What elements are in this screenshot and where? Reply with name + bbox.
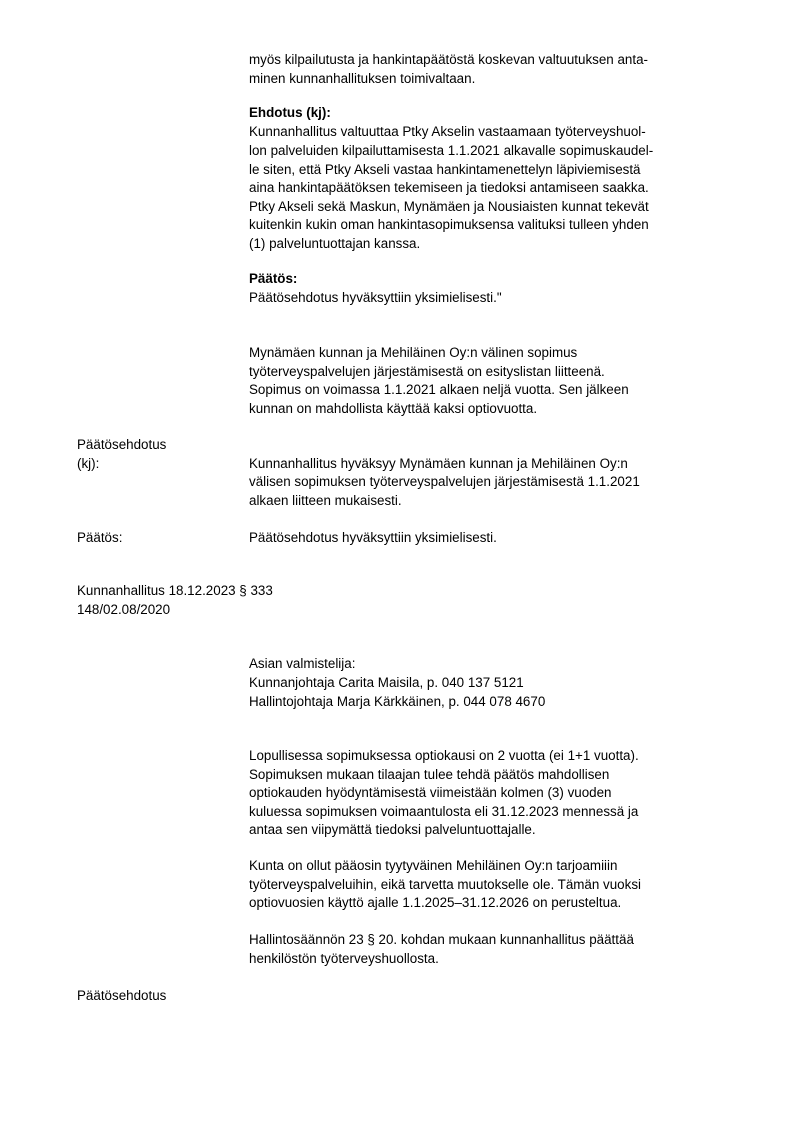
paragraph-line: Lopullisessa sopimuksessa optiokausi on 2 vuotta (ei 1+1 vuotta). <box>249 748 639 763</box>
proposal-label: Päätösehdotus <box>77 988 167 1003</box>
paragraph-line: Kunta on ollut pääosin tyytyväinen Mehiläinen Oy:n tarjoamiiin <box>249 858 618 873</box>
proposal-line: (1) palveluntuottajan kanssa. <box>249 235 421 251</box>
proposal-line: lon palveluiden kilpailuttamisesta 1.1.2021 alkavalle sopimuskaudel- <box>249 143 654 158</box>
paragraph-line: optiovuosien käyttö ajalle 1.1.2025–31.12.2026 on perusteltua. <box>249 895 622 910</box>
proposal-label: Päätösehdotus <box>77 437 167 452</box>
decision-heading: Päätös: <box>249 271 298 286</box>
proposal-line: kuitenkin kukin oman hankintasopimuksensa valituksi tulleen yhden <box>249 217 649 232</box>
proposal-line: Kunnanhallitus hyväksyy Mynämäen kunnan ja Mehiläinen Oy:n <box>249 455 628 471</box>
paragraph-line: optiokauden hyödyntämisestä viimeistään kolmen (3) vuoden <box>249 785 612 800</box>
body-line: kunnan on mahdollista käyttää kaksi optiovuotta. <box>249 400 538 416</box>
body-line: Mynämäen kunnan ja Mehiläinen Oy:n välinen sopimus <box>249 345 578 360</box>
paragraph-line: antaa sen viipymättä tiedoksi palveluntuottajalle. <box>249 822 536 837</box>
meeting-line: Kunnanhallitus 18.12.2023 § 333 <box>77 583 273 598</box>
decision-label: Päätös: <box>77 530 123 545</box>
intro-line: minen kunnanhallituksen toimivaltaan. <box>249 70 476 86</box>
proposal-line: aina hankintapäätöksen tekemiseen ja tiedoksi antamiseen saakka. <box>249 180 649 195</box>
intro-line: myös kilpailutusta ja hankintapäätöstä koskevan valtuutuksen anta- <box>249 52 648 67</box>
proposal-heading: Ehdotus (kj): <box>249 105 331 120</box>
body-line: Sopimus on voimassa 1.1.2021 alkaen neljä vuotta. Sen jälkeen <box>249 382 629 397</box>
proposal-line: le siten, että Ptky Akseli vastaa hankintamenettelyn läpiviemisestä <box>249 161 641 177</box>
proposal-line: Kunnanhallitus valtuuttaa Ptky Akselin vastaamaan työterveyshuol- <box>249 124 646 139</box>
decision-text: Päätösehdotus hyväksyttiin yksimielisesti. <box>249 530 497 545</box>
paragraph-line: Hallintosäännön 23 § 20. kohdan mukaan kunnanhallitus päättää <box>249 932 634 947</box>
body-line: työterveyspalvelujen järjestämisestä on esityslistan liitteenä. <box>249 363 605 379</box>
proposal-line: alkaen liitteen mukaisesti. <box>249 492 402 508</box>
preparer-line: Kunnanjohtaja Carita Maisila, p. 040 137 5121 <box>249 675 524 690</box>
decision-line: Päätösehdotus hyväksyttiin yksimielisesti." <box>249 290 502 305</box>
record-number: 148/02.08/2020 <box>77 601 171 617</box>
proposal-line: välisen sopimuksen työterveyspalvelujen järjestämisestä 1.1.2021 <box>249 474 640 489</box>
paragraph-line: henkilöstön työterveyshuollosta. <box>249 950 439 966</box>
paragraph-line: työterveyspalveluihin, eikä tarvetta muutokselle ole. Tämän vuoksi <box>249 876 641 892</box>
proposal-label-kj: (kj): <box>77 455 100 471</box>
preparer-line: Hallintojohtaja Marja Kärkkäinen, p. 044 078 4670 <box>249 693 546 709</box>
proposal-line: Ptky Akseli sekä Maskun, Mynämäen ja Nousiaisten kunnat tekevät <box>249 198 649 214</box>
paragraph-line: Sopimuksen mukaan tilaajan tulee tehdä päätös mahdollisen <box>249 766 610 782</box>
paragraph-line: kuluessa sopimuksen voimaantulosta eli 31.12.2023 mennessä ja <box>249 803 639 819</box>
preparer-heading: Asian valmistelija: <box>249 656 356 671</box>
